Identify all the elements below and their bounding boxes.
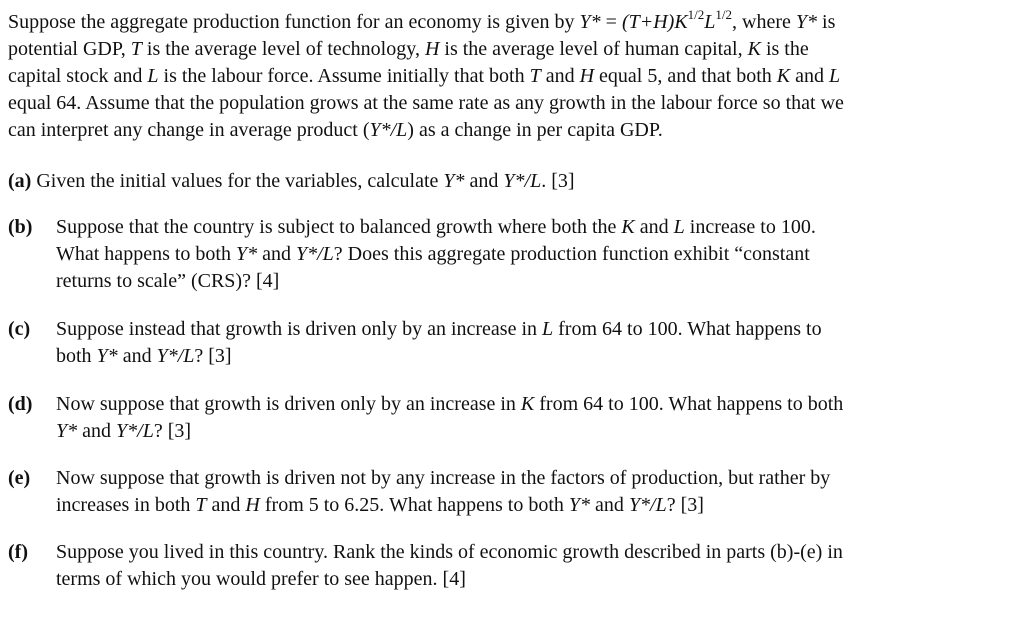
math-symbol: Y*/L	[503, 170, 542, 192]
math-symbol: K	[621, 216, 635, 238]
text-run: Suppose that the country is subject to balanced growth where both the	[56, 216, 622, 238]
exponent: 1/2	[687, 7, 705, 23]
text-run: is the average level of technology,	[141, 38, 425, 60]
math-symbol: K	[776, 65, 791, 87]
part-label: (c)	[8, 318, 31, 340]
math-symbol: L	[147, 65, 159, 87]
text-run: from 64 to 100. What happens to both	[534, 393, 844, 415]
text-run: terms of which you would prefer to see happen. [4]	[56, 568, 466, 590]
intro-line	[8, 117, 1012, 144]
part-label: (b)	[8, 216, 33, 238]
math-symbol: K	[747, 38, 761, 60]
math-symbol: Y*	[795, 11, 818, 33]
text-run: equal 64. Assume that the population grows at the same rate as any growth in the labour force so that we	[8, 92, 844, 114]
intro-paragraph	[8, 9, 1012, 144]
part-line	[56, 492, 1016, 519]
text-run: What happens to both	[56, 243, 236, 265]
math-symbol: Y*	[96, 345, 118, 367]
text-run: . [3]	[541, 170, 575, 192]
math-symbol: K	[520, 393, 535, 415]
part-line	[56, 539, 1016, 566]
text-run: , where	[732, 11, 796, 33]
math-symbol: Y*/L	[116, 420, 154, 442]
text-run: ? [3]	[153, 420, 192, 442]
text-run: Now suppose that growth is driven only by an increase in	[56, 393, 521, 415]
part-line	[36, 170, 574, 192]
math-symbol: Y*/L	[295, 243, 334, 265]
text-run: and	[590, 494, 629, 516]
text-run: Given the initial values for the variables, calculate	[36, 170, 444, 192]
intro-line	[8, 90, 1012, 117]
text-run: equal 5, and that both	[594, 65, 777, 87]
intro-line	[8, 63, 1012, 90]
math-symbol: Y*	[579, 11, 601, 33]
math-symbol: Y*/L	[156, 345, 195, 367]
text-run: increase to 100.	[684, 216, 816, 238]
intro-line	[8, 9, 1012, 36]
math-symbol: L	[542, 318, 554, 340]
math-symbol: Y*	[443, 170, 465, 192]
text-run: ? [3]	[666, 494, 704, 516]
part-line	[56, 343, 1016, 370]
text-run: ? [3]	[194, 345, 232, 367]
question-part-a	[8, 168, 575, 195]
part-line	[56, 214, 1016, 241]
text-run: and	[257, 243, 296, 265]
part-line	[56, 316, 1016, 343]
text-run: ? Does this aggregate production function exhibit “constant	[333, 243, 810, 265]
text-run: Now suppose that growth is driven not by any increase in the factors of production, but rather by	[56, 467, 831, 489]
math-symbol: T	[529, 65, 541, 87]
part-text	[56, 391, 1016, 445]
text-run: from 64 to 100. What happens to	[553, 318, 822, 340]
math-symbol: T	[195, 494, 207, 516]
text-run: can interpret any change in average product (	[8, 119, 370, 141]
math-symbol: L	[829, 65, 841, 87]
text-run: and	[77, 420, 117, 442]
math-symbol: H	[579, 65, 595, 87]
text-run: and	[540, 65, 580, 87]
text-run: both	[56, 345, 97, 367]
math-symbol: Y*	[235, 243, 258, 265]
math-symbol: Y*/L	[369, 119, 408, 141]
part-line	[56, 465, 1016, 492]
math-symbol: H	[245, 494, 260, 516]
math-symbol: (T+H)K	[621, 11, 688, 33]
part-label: (d)	[8, 393, 33, 415]
text-run: increases in both	[56, 494, 196, 516]
math-symbol: Y*	[56, 420, 78, 442]
text-run: Suppose instead that growth is driven only by an increase in	[56, 318, 543, 340]
question-document	[8, 7, 1012, 590]
text-run: and	[206, 494, 246, 516]
part-text	[36, 170, 574, 192]
text-run: from 5 to 6.25. What happens to both	[259, 494, 569, 516]
math-symbol: T	[130, 38, 142, 60]
text-run: returns to scale” (CRS)? [4]	[56, 270, 280, 292]
part-label: (a)	[8, 170, 32, 192]
part-text	[56, 539, 1016, 593]
text-run: potential GDP,	[8, 38, 131, 60]
text-run: is the average level of human capital,	[439, 38, 748, 60]
math-symbol: H	[424, 38, 440, 60]
part-line	[56, 391, 1016, 418]
text-run: capital stock and	[8, 65, 148, 87]
text-run: and	[634, 216, 674, 238]
part-text	[56, 465, 1016, 519]
part-line	[56, 241, 1016, 268]
exponent: 1/2	[715, 7, 733, 23]
math-symbol: L	[673, 216, 685, 238]
text-run: and	[117, 345, 157, 367]
intro-line	[8, 36, 1012, 63]
part-label: (e)	[8, 467, 31, 489]
part-text	[56, 214, 1016, 295]
math-symbol: Y*/L	[628, 494, 667, 516]
text-run: and	[790, 65, 830, 87]
part-line	[56, 418, 1016, 445]
text-run: Suppose you lived in this country. Rank the kinds of economic growth described in parts (b)-(e) in	[56, 541, 843, 563]
part-line	[56, 566, 1016, 593]
text-run: is the labour force. Assume initially that both	[158, 65, 530, 87]
math-symbol: L	[704, 11, 716, 33]
text-run: =	[600, 11, 622, 33]
part-text	[56, 316, 1016, 370]
text-run: and	[464, 170, 504, 192]
math-symbol: Y*	[568, 494, 591, 516]
text-run: ) as a change in per capita GDP.	[407, 119, 663, 141]
text-run: is the	[760, 38, 809, 60]
text-run: is	[817, 11, 836, 33]
part-label: (f)	[8, 541, 28, 563]
part-line	[56, 268, 1016, 295]
text-run: Suppose the aggregate production function for an economy is given by	[8, 11, 580, 33]
